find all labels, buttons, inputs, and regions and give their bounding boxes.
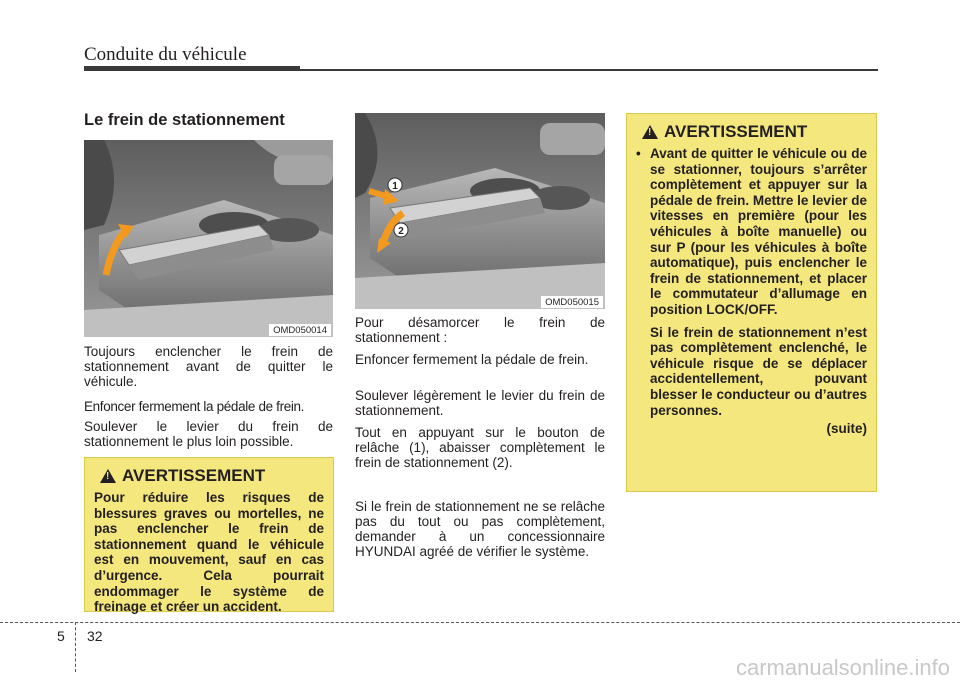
paragraph: Toujours enclencher le frein de stationnement avant de quitter le véhicule. xyxy=(84,344,333,389)
continued-note: (suite) xyxy=(826,421,867,437)
header-rule xyxy=(300,69,878,71)
section-number: 5 xyxy=(57,628,65,644)
warning-text: Pour réduire les risques de blessures graves ou mortelles, ne pas enclencher le frein de stationnement quand le véhicule est en mouvement, sauf en cas d’urgence. Cela pourrait endommager le système de freinage et créer un accident. xyxy=(94,490,324,615)
paragraph: Si le frein de stationnement ne se relâche pas du tout ou pas complètement, demander à un concessionnaire HYUNDAI agréé de vérifier le système. xyxy=(355,499,605,559)
paragraph: Enfoncer fermement la pédale de frein. xyxy=(84,399,305,414)
warning-icon: ! xyxy=(100,469,116,483)
paragraph: Soulever légèrement le levier du frein de stationnement. xyxy=(355,388,605,418)
paragraph: Enfoncer fermement la pédale de frein. xyxy=(355,352,589,367)
warning-text: Si le frein de stationnement n’est pas complètement enclenché, le véhicule risque de se déplacer accidentellement, pouvant blesser le conducteur ou d’autres personnes. xyxy=(650,324,867,418)
photo-caption: OMD050014 xyxy=(269,324,331,336)
warning-title: AVERTISSEMENT xyxy=(122,466,266,485)
footer-rule xyxy=(0,622,960,623)
section-title: Le frein de stationnement xyxy=(84,111,285,129)
warning-text: Avant de quitter le véhicule ou de se stationner, toujours s’arrêter complètement et appuyer sur la pédale de frein. Mettre le levier de vitesses en première (pour les véhicules à boîte manuelle) ou sur P (pour les véhicules à boîte automatique), puis enclencher le frein de stationnement, et placer le commutateur d’allumage en position LOCK/OFF. xyxy=(650,146,867,317)
page-number: 32 xyxy=(87,628,103,644)
warning-box xyxy=(626,113,877,492)
footer-divider xyxy=(75,622,76,672)
warning-icon: ! xyxy=(642,125,658,139)
warning-box xyxy=(84,457,334,615)
warning-title: AVERTISSEMENT xyxy=(664,122,808,141)
bullet: • xyxy=(636,146,641,161)
header-title: Conduite du véhicule xyxy=(84,44,247,65)
callout-2: 2 xyxy=(398,226,404,237)
paragraph: Pour désamorcer le frein de stationnement : xyxy=(355,315,605,345)
parking-brake-photo-release xyxy=(355,113,605,309)
warning-header xyxy=(642,122,867,142)
header-bar xyxy=(84,66,300,71)
watermark: carmanualsonline.info xyxy=(735,655,950,680)
photo-caption: OMD050015 xyxy=(541,296,603,308)
console-illustration xyxy=(84,140,333,337)
parking-brake-photo-engage xyxy=(84,140,333,337)
warning-header xyxy=(100,466,324,486)
paragraph: Tout en appuyant sur le bouton de relâche (1), abaisser complètement le frein de stationnement (2). xyxy=(355,425,605,470)
console-illustration xyxy=(355,113,605,309)
callout-1: 1 xyxy=(392,181,398,192)
paragraph: Soulever le levier du frein de stationnement le plus loin possible. xyxy=(84,419,333,449)
